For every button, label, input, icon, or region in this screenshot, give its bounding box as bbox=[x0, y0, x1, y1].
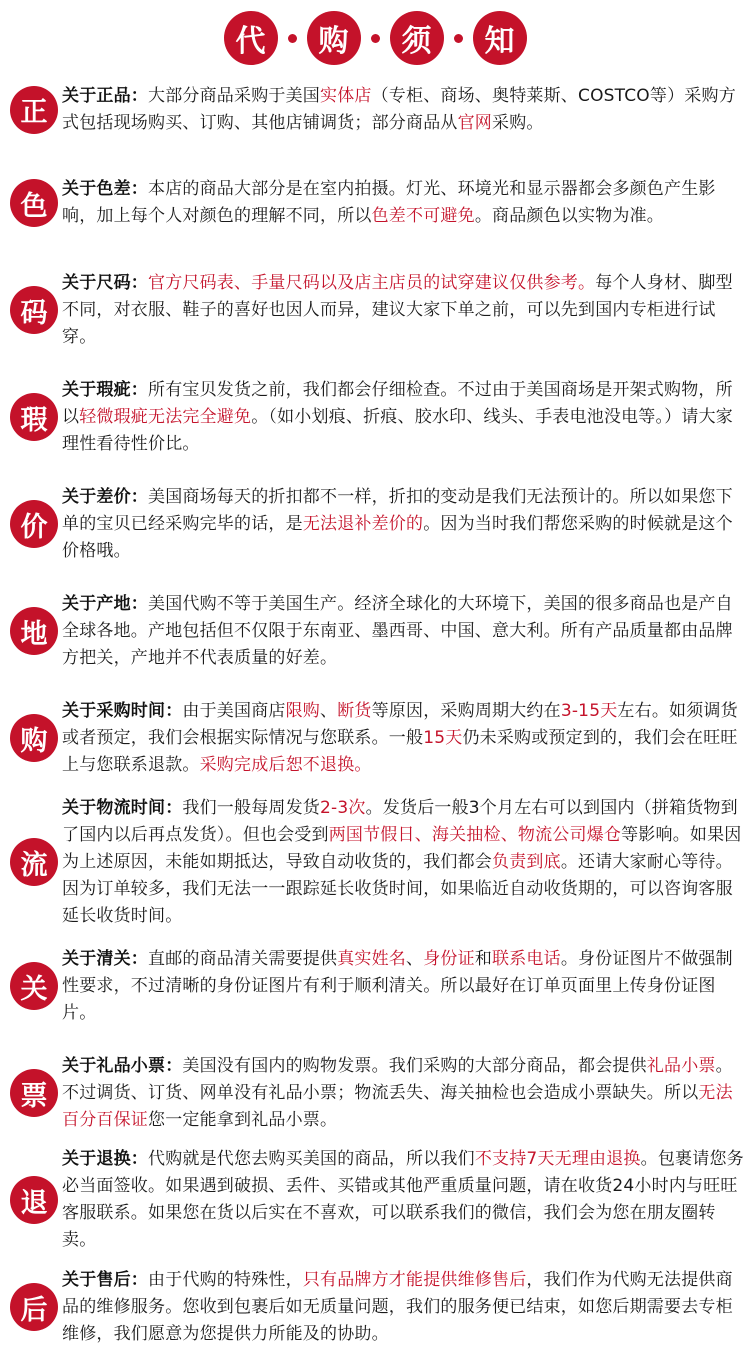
section-text bbox=[62, 591, 744, 672]
body-text: 。还请大家耐心等待。因为订单较多，我们无法一一跟踪延长收货时间，如果临近自动收货期的，可以咨询客服延长收货时间。 bbox=[62, 851, 733, 926]
section-label: 关于色差： bbox=[62, 179, 148, 199]
section-badge: 码 bbox=[10, 286, 58, 334]
body-text: 代购就是代您去购买美国的商品，所以我们 bbox=[148, 1149, 475, 1169]
body-text: （专柜、商场、奥特莱斯、COSTCO等）采购方式包括现场购买、订购、其他店铺调货；部分商品从 bbox=[62, 85, 736, 133]
section-text bbox=[62, 377, 744, 458]
notice-section bbox=[8, 1260, 744, 1354]
body-text: 、 bbox=[320, 700, 338, 721]
section-text bbox=[62, 176, 744, 230]
highlight-text: 无法退补差价的 bbox=[302, 513, 424, 534]
body-text: 。（如小划痕、折痕、胶水印、线头、手表电池没电等。）请大家理性看待性价比。 bbox=[62, 406, 734, 454]
notice-section bbox=[8, 691, 744, 785]
highlight-text: 限购 bbox=[285, 700, 321, 721]
section-badge: 流 bbox=[10, 838, 58, 886]
highlight-text: 2-3次 bbox=[320, 797, 366, 818]
body-text: 本店的商品大部分是在室内拍摄。灯光、环境光和显示器都会多颜色产生影响，加上每个人对颜色的理解不同，所以 bbox=[62, 179, 716, 226]
section-text bbox=[62, 270, 744, 351]
notice-section bbox=[8, 263, 744, 357]
highlight-text: 礼品小票 bbox=[646, 1055, 716, 1076]
section-badge: 瑕 bbox=[10, 393, 58, 441]
body-text: 由于美国商店 bbox=[182, 700, 286, 721]
section-label: 关于差价： bbox=[62, 486, 148, 507]
highlight-text: 不支持7天无理由退换 bbox=[474, 1149, 641, 1169]
highlight-text: 采购完成后恕不退换。 bbox=[199, 754, 372, 775]
body-text: 我们一般每周发货 bbox=[182, 797, 321, 818]
section-text bbox=[62, 698, 744, 779]
body-text: 等影响。如果因为上述原因，未能如期抵达，导致自动收货的，我们都会 bbox=[62, 824, 742, 872]
page-title bbox=[0, 0, 750, 76]
section-text bbox=[62, 946, 744, 1027]
section-text bbox=[62, 83, 744, 137]
section-label: 关于退换： bbox=[62, 1149, 148, 1169]
section-badge: 正 bbox=[10, 86, 58, 134]
highlight-text: 无法百分百保证 bbox=[62, 1082, 733, 1130]
section-text bbox=[62, 1053, 744, 1134]
notice-section bbox=[8, 1046, 744, 1140]
section-badge: 地 bbox=[10, 607, 58, 655]
title-char: 须 bbox=[390, 11, 444, 65]
section-label: 关于售后： bbox=[62, 1269, 148, 1290]
body-text: 。发货后一般3个月左右可以到国内（拼箱货物到了国内以后再点发货）。但也会受到 bbox=[62, 797, 738, 845]
notice-section bbox=[8, 477, 744, 571]
body-text: 您一定能拿到礼品小票。 bbox=[148, 1109, 338, 1130]
section-label: 关于物流时间： bbox=[62, 797, 183, 818]
section-label: 关于产地： bbox=[62, 593, 148, 614]
section-text bbox=[62, 484, 744, 565]
body-text: 美国没有国内的购物发票。我们采购的大部分商品，都会提供 bbox=[182, 1055, 647, 1076]
title-char: 知 bbox=[473, 11, 527, 65]
body-text: 。包裹请您务必当面签收。如果遇到破损、丢件、买错或其他严重质量问题，请在收货24小时内与旺旺客服联系。如果您在货以后实在不喜欢，可以联系我们的微信，我们会为您在朋友圈转卖。 bbox=[62, 1149, 744, 1250]
section-badge: 价 bbox=[10, 500, 58, 548]
section-label: 关于清关： bbox=[62, 948, 148, 969]
title-dot bbox=[371, 34, 380, 43]
body-text: 。商品颜色以实物为准。 bbox=[474, 206, 665, 226]
highlight-text: 真实姓名 bbox=[337, 948, 407, 969]
body-text: 由于代购的特殊性， bbox=[148, 1269, 303, 1290]
highlight-text: 两国节假日、海关抽检、物流公司爆仓 bbox=[328, 824, 622, 845]
body-text: 和 bbox=[474, 948, 493, 969]
title-dot bbox=[454, 34, 463, 43]
section-text bbox=[62, 795, 744, 930]
notice-section bbox=[8, 798, 744, 926]
section-label: 关于采购时间： bbox=[62, 700, 183, 721]
body-text: 美国商场每天的折扣都不一样，折扣的变动是我们无法预计的。所以如果您下单的宝贝已经采购完毕的话，是 bbox=[62, 486, 733, 534]
body-text: 仍未采购或预定到的，我们会在旺旺上与您联系退款。 bbox=[62, 727, 738, 775]
body-text: 左右。如须调货或者预定，我们会根据实际情况与您联系。一般 bbox=[62, 700, 738, 748]
highlight-text: 轻微瑕疵无法完全避免 bbox=[79, 406, 252, 427]
body-text: 。身份证图片不做强制性要求，不过清晰的身份证图片有利于顺利清关。所以最好在订单页面里上传身份证图片。 bbox=[62, 948, 733, 1023]
body-text: 美国代购不等于美国生产。经济全球化的大环境下，美国的很多商品也是产自全球各地。产地包括但不仅限于东南亚、墨西哥、中国、意大利。所有产品质量都由品牌方把关，产地并不代表质量的好差。 bbox=[62, 593, 733, 668]
section-label: 关于礼品小票： bbox=[62, 1055, 183, 1076]
notice-section bbox=[8, 939, 744, 1033]
highlight-text: 断货 bbox=[337, 700, 372, 721]
section-badge: 色 bbox=[10, 179, 58, 227]
highlight-text: 实体店 bbox=[320, 85, 372, 106]
highlight-text: 联系电话 bbox=[492, 948, 561, 969]
highlight-text: 3-15天 bbox=[560, 700, 618, 721]
section-badge: 后 bbox=[10, 1283, 58, 1331]
body-text: ，我们作为代购无法提供商品的维修服务。您收到包裹后如无质量问题，我们的服务便已结束，如您后期需要去专柜维修，我们愿意为您提供力所能及的协助。 bbox=[62, 1269, 733, 1344]
highlight-text: 官方尺码表、手量尺码以及店主店员的试穿建议仅供参考。 bbox=[148, 272, 596, 293]
body-text: 。因为当时我们帮您采购的时候就是这个价格哦。 bbox=[62, 513, 733, 561]
body-text: 所有宝贝发货之前，我们都会仔细检查。不过由于美国商场是开架式购物，所以 bbox=[62, 379, 733, 427]
title-char: 购 bbox=[307, 11, 361, 65]
section-badge: 关 bbox=[10, 962, 58, 1010]
notice-section bbox=[8, 156, 744, 250]
body-text: 直邮的商品清关需要提供 bbox=[148, 948, 338, 969]
body-text: 每个人身材、脚型不同，对衣服、鞋子的喜好也因人而异，建议大家下单之前，可以先到国内专柜进行试穿。 bbox=[62, 272, 733, 347]
section-badge: 购 bbox=[10, 714, 58, 762]
highlight-text: 官网 bbox=[457, 112, 493, 133]
notice-section bbox=[8, 584, 744, 678]
highlight-text: 色差不可避免 bbox=[371, 206, 475, 226]
section-text bbox=[62, 1267, 744, 1348]
highlight-text: 负责到底 bbox=[492, 851, 561, 872]
title-char: 代 bbox=[224, 11, 278, 65]
section-label: 关于尺码： bbox=[62, 272, 148, 293]
highlight-text: 15天 bbox=[423, 727, 463, 748]
section-text bbox=[62, 1146, 744, 1254]
section-badge: 退 bbox=[10, 1176, 58, 1224]
body-text: 大部分商品采购于美国 bbox=[148, 85, 320, 106]
body-text: 采购。 bbox=[492, 112, 544, 133]
body-text: 、 bbox=[406, 948, 424, 969]
notice-section bbox=[8, 76, 744, 143]
body-text: 等原因，采购周期大约在 bbox=[371, 700, 561, 721]
section-badge: 票 bbox=[10, 1069, 58, 1117]
notice-section bbox=[8, 1149, 744, 1250]
notice-section bbox=[8, 370, 744, 464]
section-label: 关于瑕疵： bbox=[62, 379, 148, 400]
title-dot bbox=[288, 34, 297, 43]
notice-sections bbox=[0, 76, 750, 1354]
highlight-text: 身份证 bbox=[423, 948, 475, 969]
section-label: 关于正品： bbox=[62, 85, 148, 106]
body-text: 。不过调货、订货、网单没有礼品小票；物流丢失、海关抽检也会造成小票缺失。所以 bbox=[62, 1055, 733, 1103]
highlight-text: 只有品牌方才能提供维修售后 bbox=[302, 1269, 527, 1290]
